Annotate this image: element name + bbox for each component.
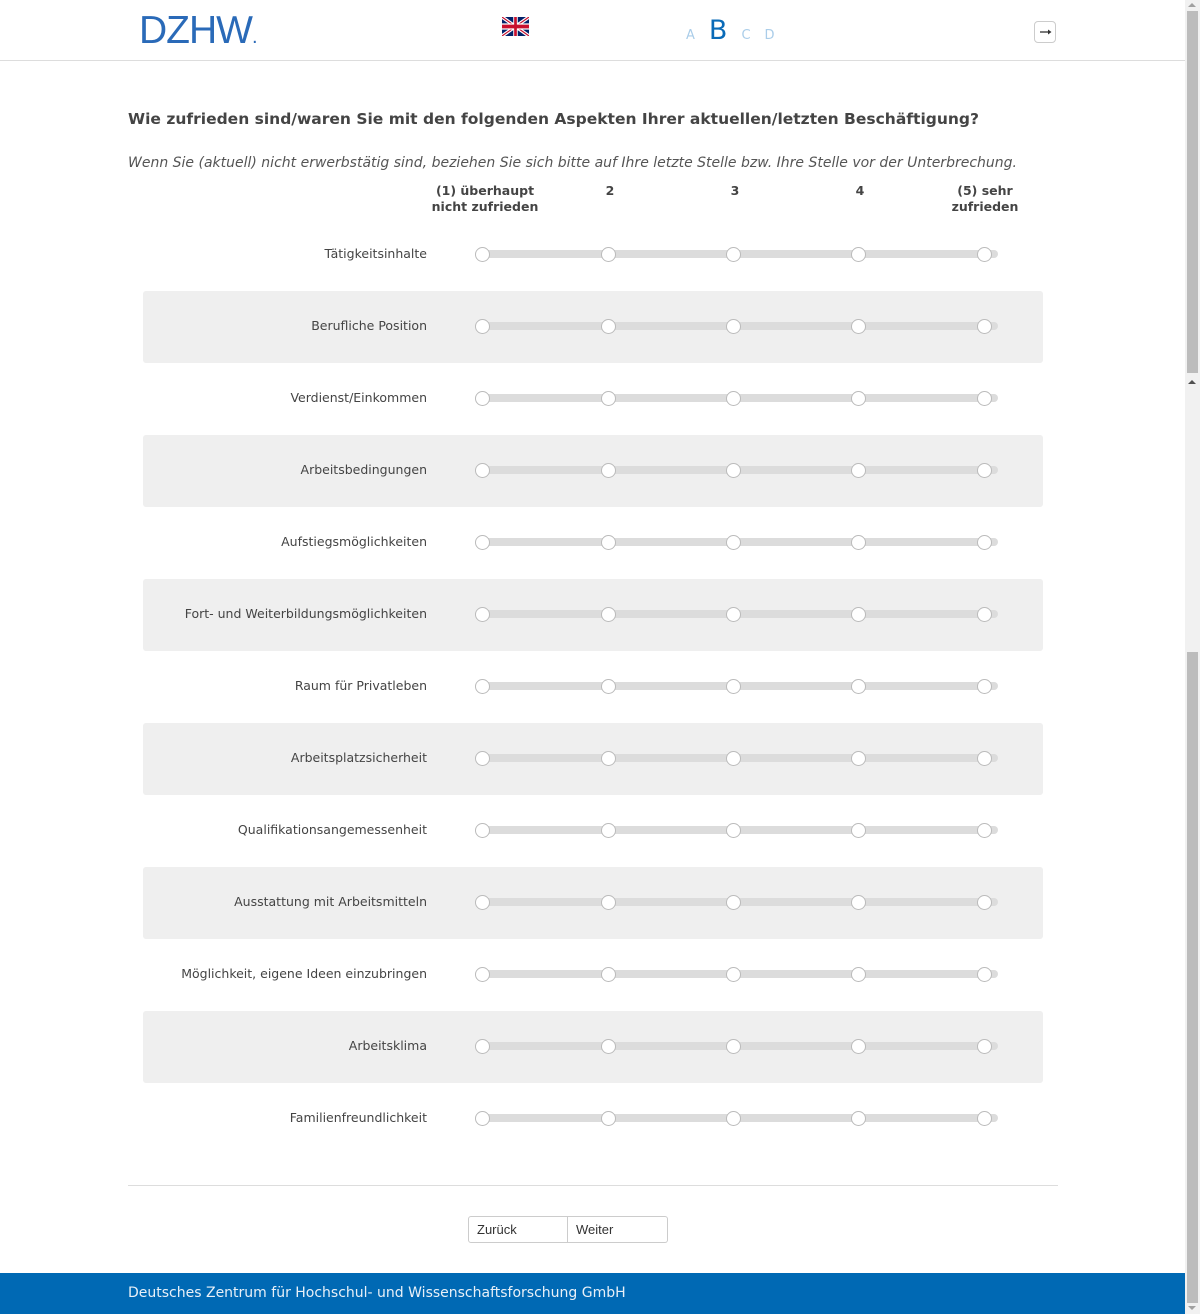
rating-radio-2[interactable] [601,535,616,550]
row-label: Verdienst/Einkommen [290,390,427,405]
rating-radio-3[interactable] [726,247,741,262]
scroll-down-arrow-icon[interactable] [1188,1306,1196,1310]
scale-label-text: 3 [730,183,740,198]
rating-radio-1[interactable] [475,679,490,694]
rating-radio-3[interactable] [726,607,741,622]
matrix-row [143,291,1043,363]
rating-radio-5[interactable] [977,391,992,406]
matrix-row [143,651,1043,723]
font-size-selector [686,12,789,46]
rating-radio-1[interactable] [475,607,490,622]
row-label: Möglichkeit, eigene Ideen einzubringen [181,966,427,981]
rating-radio-3[interactable] [726,535,741,550]
rating-radio-1[interactable] [475,823,490,838]
exit-arrow-icon [1040,28,1052,36]
rating-radio-1[interactable] [475,391,490,406]
exit-button[interactable] [1034,21,1056,43]
matrix-row [143,579,1043,651]
scrollbar[interactable] [1185,0,1200,1314]
rating-radio-4[interactable] [851,1111,866,1126]
scale-label-2 [580,183,640,199]
matrix-row [143,723,1043,795]
level-c[interactable]: C [741,28,751,43]
rating-radio-1[interactable] [475,319,490,334]
rating-radio-5[interactable] [977,823,992,838]
scale-label-text: 2 [605,183,615,198]
rating-radio-1[interactable] [475,895,490,910]
rating-radio-5[interactable] [977,247,992,262]
matrix-row [143,1011,1043,1083]
rating-radio-4[interactable] [851,391,866,406]
scroll-up-arrow-icon[interactable] [1188,380,1196,384]
rating-radio-1[interactable] [475,535,490,550]
rating-radio-2[interactable] [601,823,616,838]
footer-text: Deutsches Zentrum für Hochschul- und Wissenschaftsforschung GmbH [128,1285,626,1301]
question-instruction: Wenn Sie (aktuell) nicht erwerbstätig sind, beziehen Sie sich bitte auf Ihre letzte Stelle bzw. Ihre Stelle vor der Unterbrechung. [128,155,1017,171]
rating-radio-3[interactable] [726,463,741,478]
matrix-row [143,795,1043,867]
scrollbar-thumb[interactable] [1187,652,1198,1303]
matrix-row [143,219,1043,291]
scale-label-4 [830,183,890,199]
scale-label-1 [430,183,540,215]
matrix-row [143,939,1043,1011]
rating-radio-1[interactable] [475,247,490,262]
rating-radio-2[interactable] [601,1111,616,1126]
rating-radio-2[interactable] [601,895,616,910]
rating-radio-4[interactable] [851,535,866,550]
logo-text: DZHW [139,9,252,52]
rating-radio-3[interactable] [726,1111,741,1126]
rating-radio-4[interactable] [851,823,866,838]
rating-radio-4[interactable] [851,751,866,766]
row-label: Familienfreundlichkeit [289,1110,427,1125]
scale-label-text: (1) überhaupt [435,183,535,198]
rating-radio-5[interactable] [977,679,992,694]
scale-label-text: zufrieden [951,199,1019,214]
rating-radio-2[interactable] [601,679,616,694]
rating-radio-4[interactable] [851,679,866,694]
row-label: Ausstattung mit Arbeitsmitteln [234,894,427,909]
rating-radio-4[interactable] [851,247,866,262]
question-title: Wie zufrieden sind/waren Sie mit den folgenden Aspekten Ihrer aktuellen/letzten Beschäftigung? [128,110,980,128]
rating-radio-1[interactable] [475,751,490,766]
matrix-row [143,507,1043,579]
level-a[interactable]: A [686,28,695,43]
row-label: Qualifikationsangemessenheit [237,822,427,837]
rating-radio-3[interactable] [726,967,741,982]
rating-radio-4[interactable] [851,967,866,982]
header [0,0,1185,61]
rating-radio-1[interactable] [475,1039,490,1054]
navigation-buttons [468,1216,668,1243]
rating-radio-3[interactable] [726,391,741,406]
scale-label-text: 4 [855,183,865,198]
rating-radio-5[interactable] [977,895,992,910]
rating-radio-3[interactable] [726,751,741,766]
row-label: Arbeitsklima [348,1038,427,1053]
row-label: Fort- und Weiterbildungsmöglichkeiten [184,606,427,621]
rating-radio-4[interactable] [851,319,866,334]
rating-radio-3[interactable] [726,679,741,694]
rating-radio-2[interactable] [601,967,616,982]
uk-flag-icon[interactable] [502,17,529,36]
dzhw-logo [139,10,257,58]
row-label: Arbeitsbedingungen [300,462,427,477]
rating-radio-1[interactable] [475,967,490,982]
scale-label-text: nicht zufrieden [431,199,539,214]
rating-radio-2[interactable] [601,247,616,262]
level-b[interactable]: B [708,15,728,46]
rating-radio-5[interactable] [977,1111,992,1126]
rating-radio-5[interactable] [977,535,992,550]
rating-radio-5[interactable] [977,967,992,982]
rating-radio-3[interactable] [726,1039,741,1054]
footer [0,1273,1185,1314]
rating-radio-2[interactable] [601,391,616,406]
matrix-row [143,363,1043,435]
back-button[interactable]: Zurück [468,1216,568,1243]
matrix-row [143,1083,1043,1155]
level-d[interactable]: D [764,28,775,43]
rating-radio-3[interactable] [726,895,741,910]
divider [128,1185,1058,1186]
rating-radio-3[interactable] [726,823,741,838]
scale-label-text: (5) sehr [957,183,1013,198]
scrollbar-thumb[interactable] [1187,11,1198,373]
row-label: Tätigkeitsinhalte [324,246,427,261]
row-label: Aufstiegsmöglichkeiten [281,534,427,549]
matrix-row [143,435,1043,507]
rating-radio-1[interactable] [475,463,490,478]
rating-radio-5[interactable] [977,319,992,334]
rating-radio-5[interactable] [977,1039,992,1054]
rating-radio-3[interactable] [726,319,741,334]
rating-radio-5[interactable] [977,607,992,622]
rating-radio-5[interactable] [977,751,992,766]
rating-radio-4[interactable] [851,607,866,622]
scale-label-3 [705,183,765,199]
rating-radio-2[interactable] [601,1039,616,1054]
next-button[interactable]: Weiter [568,1216,668,1243]
matrix-row [143,867,1043,939]
scale-label-5 [940,183,1030,215]
row-label: Raum für Privatleben [294,678,427,693]
rating-radio-2[interactable] [601,607,616,622]
rating-radio-2[interactable] [601,319,616,334]
row-label: Berufliche Position [311,318,427,333]
scroll-up-arrow-icon[interactable] [1188,3,1196,7]
rating-radio-4[interactable] [851,1039,866,1054]
rating-radio-2[interactable] [601,463,616,478]
rating-radio-5[interactable] [977,463,992,478]
rating-radio-4[interactable] [851,895,866,910]
rating-radio-4[interactable] [851,463,866,478]
rating-radio-2[interactable] [601,751,616,766]
logo-dot: . [251,26,257,48]
row-label: Arbeitsplatzsicherheit [290,750,427,765]
rating-radio-1[interactable] [475,1111,490,1126]
